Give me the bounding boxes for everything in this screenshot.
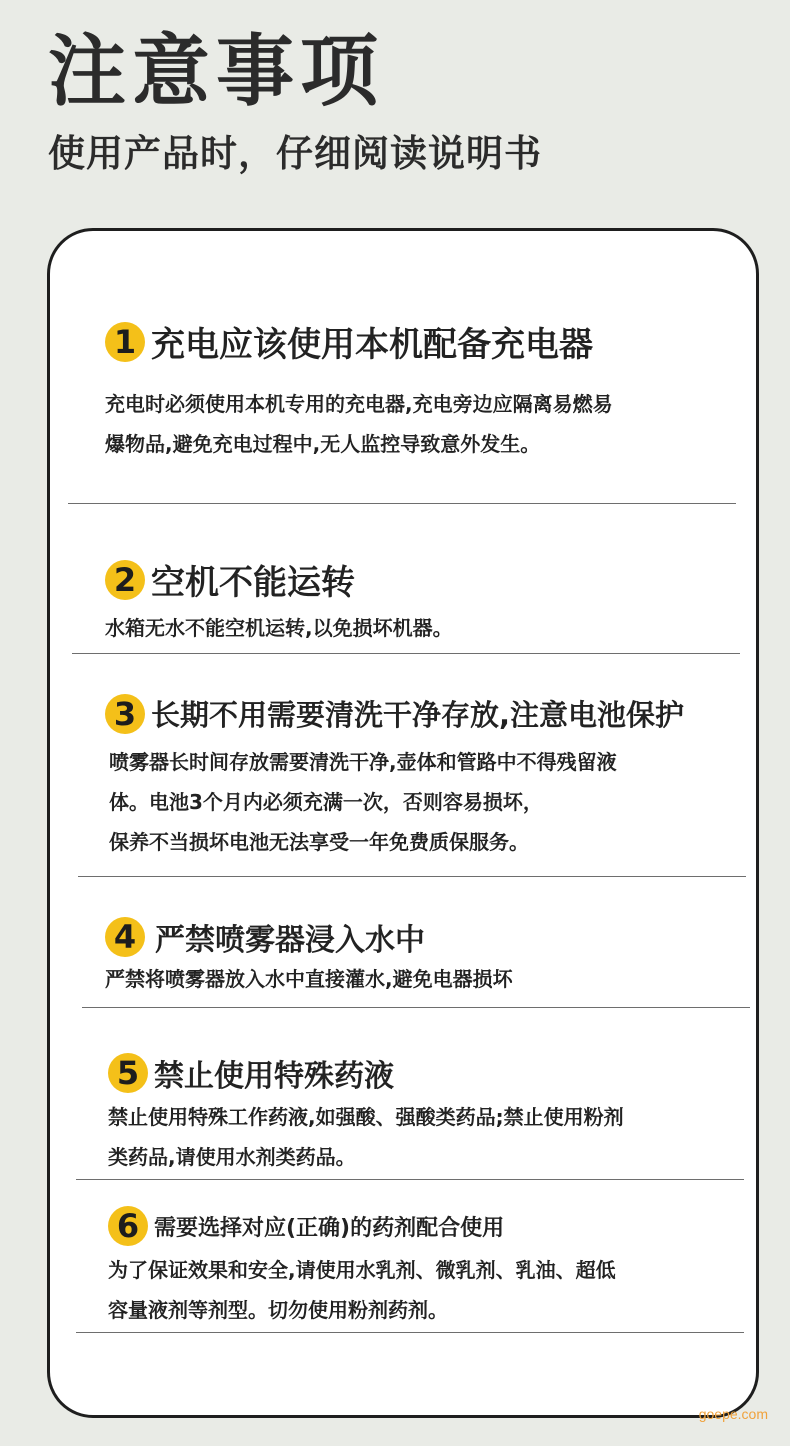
- number-badge-4: 4: [105, 917, 145, 957]
- notice-heading-3: 长期不用需要清洗干净存放,注意电池保护: [151, 698, 685, 732]
- notice-heading-4: 严禁喷雾器浸入水中: [155, 923, 425, 958]
- number-badge-5: 5: [108, 1053, 148, 1093]
- number-badge-6: 6: [108, 1206, 148, 1246]
- divider: [76, 1179, 744, 1180]
- notice-text-3-line-2: 体。电池3个月内必须充满一次，否则容易损坏，: [109, 790, 543, 814]
- divider: [72, 653, 740, 654]
- notice-heading-2: 空机不能运转: [151, 563, 355, 603]
- page-title: 注意事项: [48, 27, 385, 117]
- notice-item-1: [105, 317, 613, 464]
- notice-text-2-line-1: 水箱无水不能空机运转,以免损坏机器。: [105, 616, 453, 640]
- divider: [82, 1007, 750, 1008]
- notice-item-3: [105, 693, 684, 862]
- notice-text-6-line-2: 容量液剂等剂型。切勿使用粉剂药剂。: [108, 1298, 448, 1322]
- notice-text-4-line-1: 严禁将喷雾器放入水中直接灌水,避免电器损坏: [105, 967, 513, 991]
- number-badge-3: 3: [105, 694, 145, 734]
- number-badge-1: 1: [105, 322, 145, 362]
- watermark: goepe.com: [698, 1406, 768, 1422]
- notice-text-3-line-1: 喷雾器长时间存放需要清洗干净,壶体和管路中不得残留液: [109, 750, 617, 774]
- notice-text-1-line-1: 充电时必须使用本机专用的充电器,充电旁边应隔离易燃易: [105, 392, 613, 416]
- notice-heading-6: 需要选择对应(正确)的药剂配合使用: [154, 1215, 505, 1241]
- divider: [76, 1332, 744, 1333]
- divider: [78, 876, 746, 877]
- notice-heading-1: 充电应该使用本机配备充电器: [151, 325, 593, 365]
- notice-item-6: [108, 1206, 616, 1330]
- notice-text-6-line-1: 为了保证效果和安全,请使用水乳剂、微乳剂、乳油、超低: [108, 1258, 616, 1282]
- notice-text-5-line-2: 类药品,请使用水剂类药品。: [108, 1145, 356, 1169]
- notice-text-5-line-1: 禁止使用特殊工作药液,如强酸、强酸类药品;禁止使用粉剂: [108, 1105, 624, 1129]
- page-subtitle: 使用产品时，仔细阅读说明书: [48, 132, 542, 175]
- notice-item-2: [105, 555, 453, 648]
- number-badge-2: 2: [105, 560, 145, 600]
- notice-text-1-line-2: 爆物品,避免充电过程中,无人监控导致意外发生。: [105, 432, 541, 456]
- notice-text-3-line-3: 保养不当损坏电池无法享受一年免费质保服务。: [109, 830, 529, 854]
- notice-card: [47, 228, 759, 1418]
- divider: [68, 503, 736, 504]
- notice-heading-5: 禁止使用特殊药液: [154, 1059, 394, 1094]
- notice-item-4: [105, 915, 513, 999]
- notice-item-5: [108, 1051, 624, 1177]
